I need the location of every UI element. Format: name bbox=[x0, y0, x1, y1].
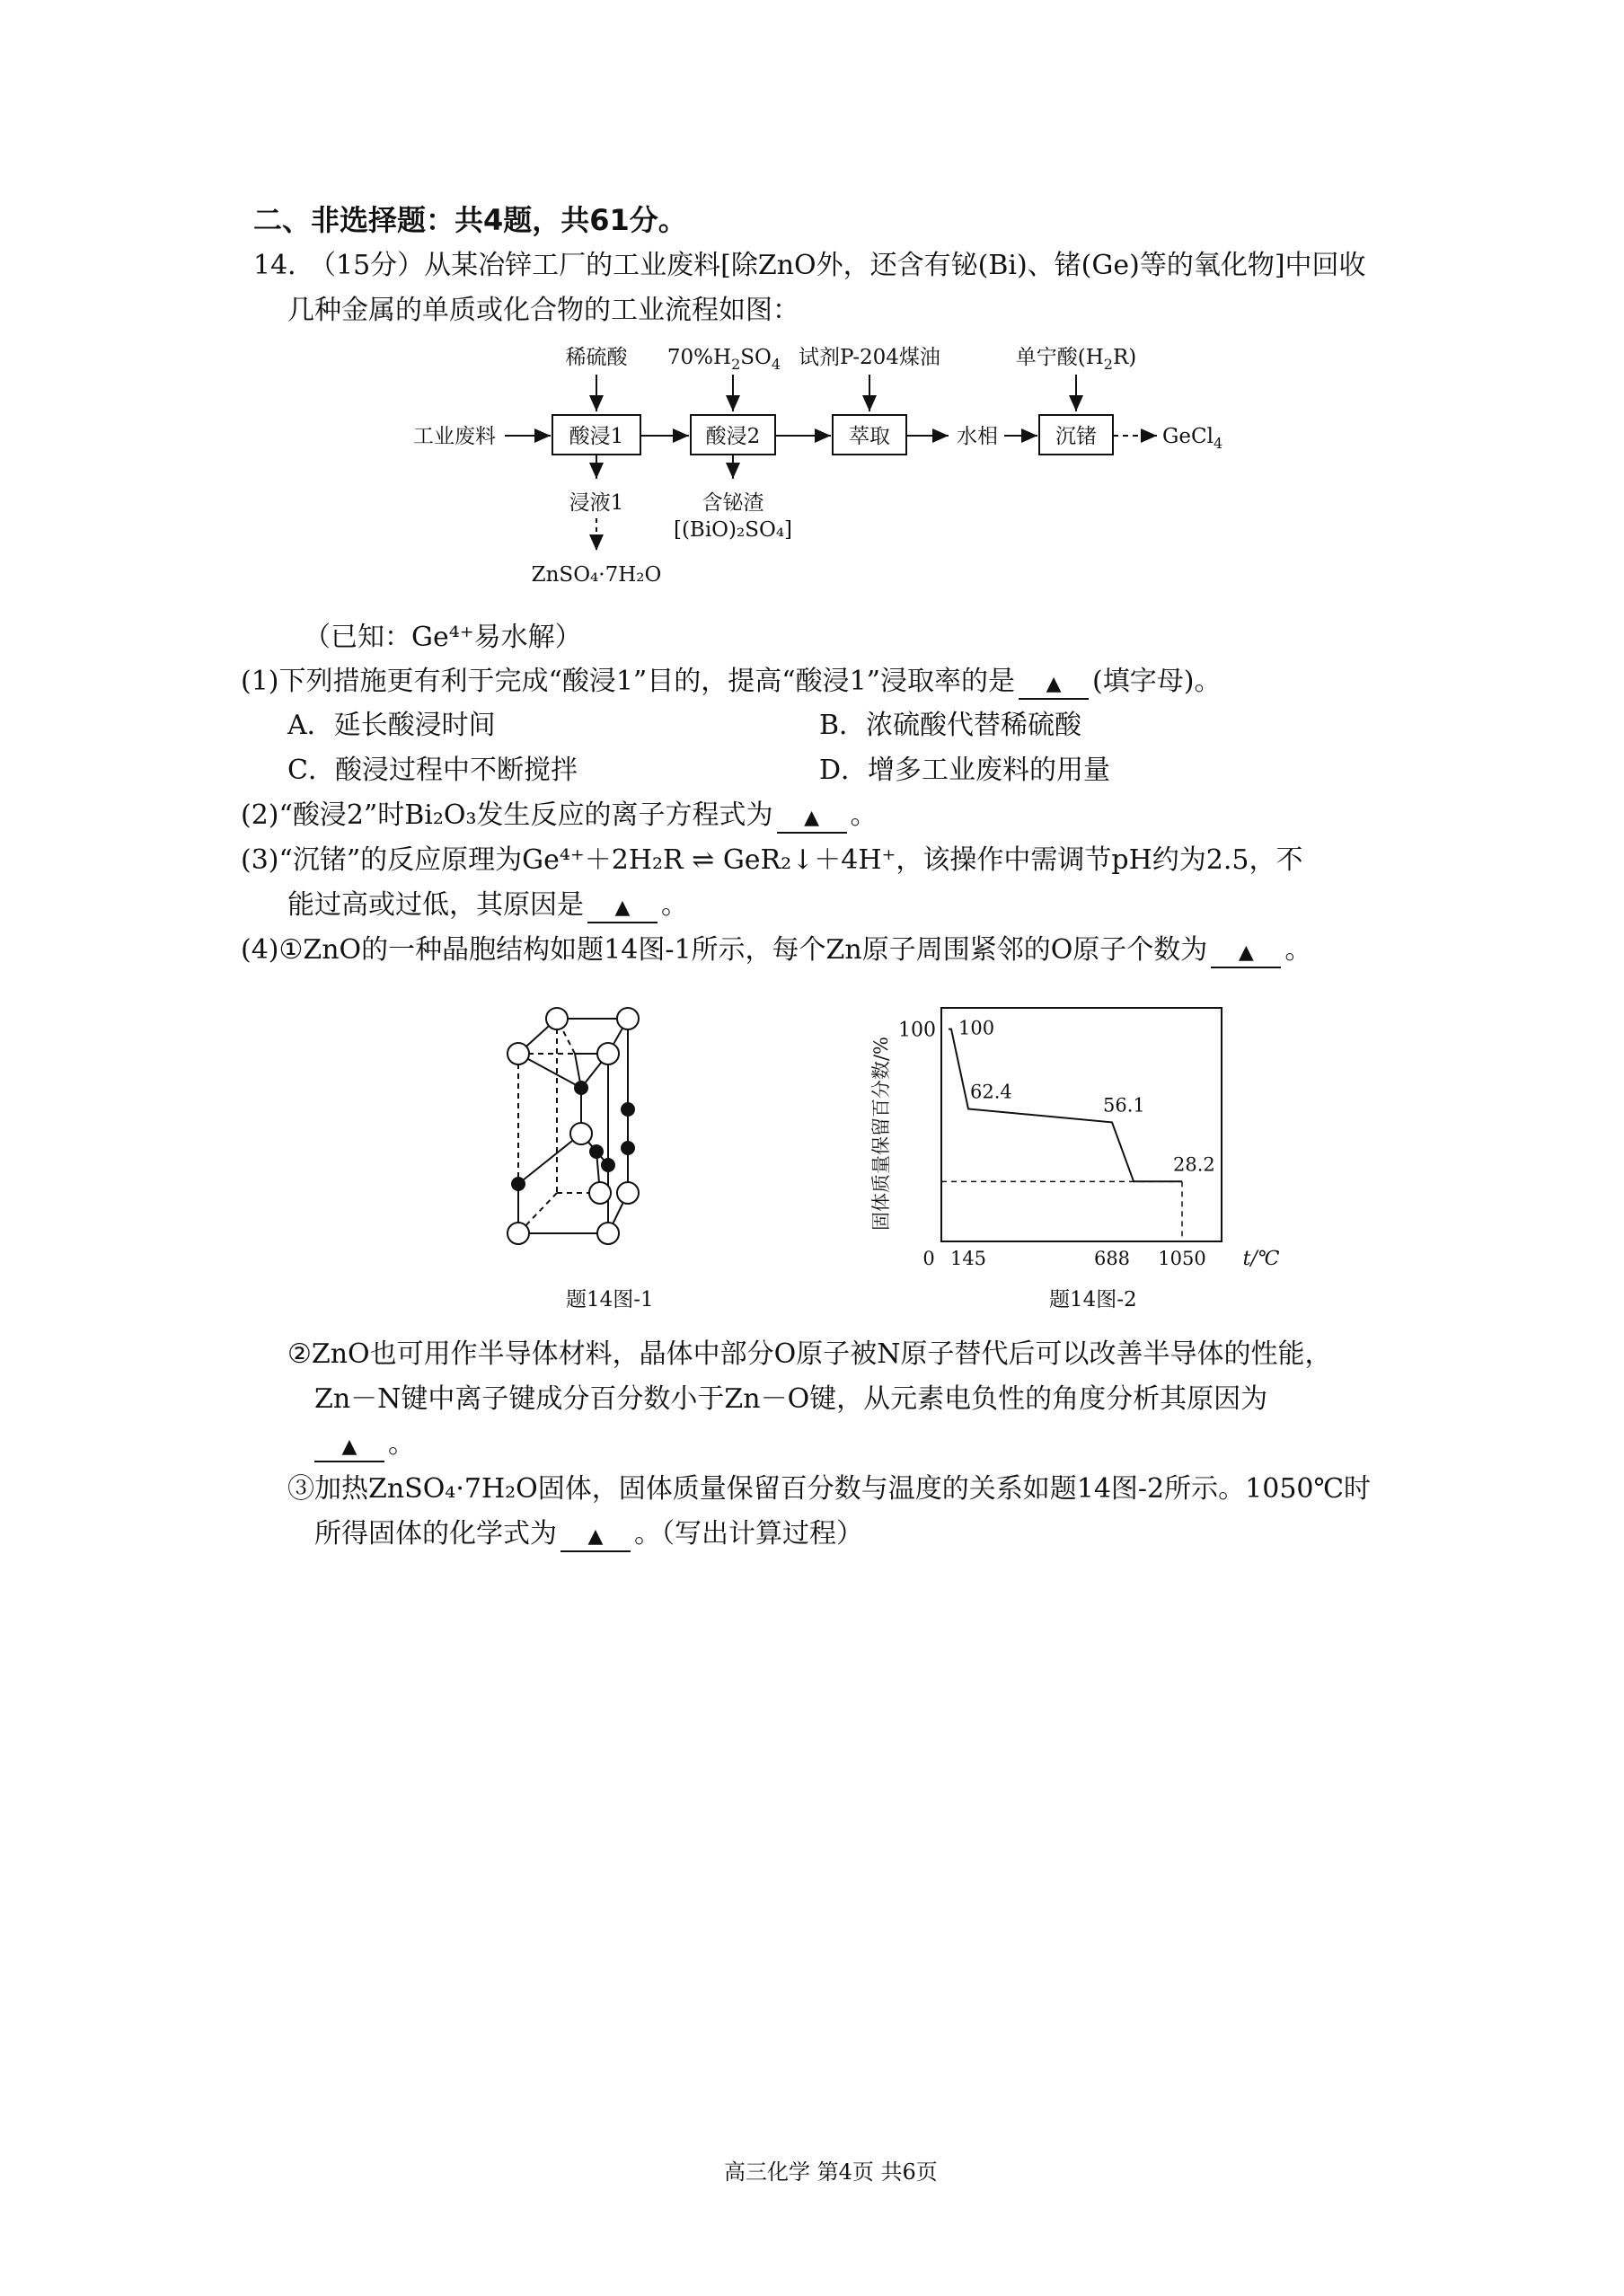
atom-white bbox=[597, 1043, 619, 1064]
question-intro-line2: 几种金属的单质或化合物的工业流程如图： bbox=[287, 295, 799, 326]
atom-white bbox=[508, 1223, 529, 1244]
atom-white bbox=[546, 1008, 568, 1029]
answer-blank-6[interactable]: ▲ bbox=[560, 1523, 631, 1552]
question-number: 14． bbox=[253, 250, 315, 281]
plot-frame bbox=[941, 1008, 1222, 1241]
atom-black bbox=[589, 1144, 604, 1159]
data-label: 56.1 bbox=[1103, 1094, 1145, 1117]
atom-white bbox=[617, 1182, 639, 1204]
option-b: B．浓硫酸代替稀硫酸 bbox=[819, 710, 1082, 741]
option-c: C．酸浸过程中不断搅拌 bbox=[287, 755, 578, 786]
answer-blank-1[interactable]: ▲ bbox=[1019, 671, 1089, 700]
leachate-1-label: 浸液1 bbox=[569, 491, 624, 515]
y-axis-label: 固体质量保留百分数/% bbox=[870, 1036, 892, 1232]
bismuth-residue-formula: [(BiO)₂SO₄] bbox=[673, 518, 793, 542]
page-footer: 高三化学 第4页 共6页 bbox=[724, 2159, 938, 2185]
subquestion-4-2-line1: ②ZnO也可用作半导体材料，晶体中部分O原子被N原子替代后可以改善半导体的性能， bbox=[287, 1338, 1332, 1370]
answer-blank-4[interactable]: ▲ bbox=[1211, 940, 1281, 968]
option-a: A．延长酸浸时间 bbox=[287, 710, 496, 741]
subquestion-1: (1)下列措施更有利于完成“酸浸1”目的，提高“酸浸1”浸取率的是 ▲ (填字母)。 bbox=[241, 662, 1221, 702]
atom-white bbox=[597, 1223, 619, 1244]
atom-black bbox=[621, 1102, 635, 1117]
atom-white bbox=[589, 1182, 611, 1204]
subquestion-4-3-line2: 所得固体的化学式为 ▲ 。（写出计算过程） bbox=[314, 1514, 863, 1554]
atom-white bbox=[508, 1043, 529, 1064]
question-intro-line1: （15分）从某冶锌工厂的工业废料[除ZnO外，还含有铋(Bi)、锗(Ge)等的氧化物]中回收 bbox=[309, 250, 1366, 281]
znso4-product-label: ZnSO₄·7H₂O bbox=[531, 563, 662, 587]
section-title: 二、非选择题：共4题，共61分。 bbox=[253, 203, 687, 237]
subquestion-4-2-line3: ▲ 。 bbox=[314, 1425, 415, 1464]
figure-1-caption: 题14图-1 bbox=[566, 1288, 654, 1311]
option-d: D．增多工业废料的用量 bbox=[819, 755, 1111, 786]
atom-black bbox=[574, 1081, 588, 1095]
known-note: （已知：Ge⁴⁺易水解） bbox=[304, 622, 582, 653]
bismuth-residue-label: 含铋渣 bbox=[702, 491, 764, 515]
atom-white bbox=[570, 1123, 592, 1144]
answer-blank-5[interactable]: ▲ bbox=[314, 1434, 384, 1462]
subquestion-3-line1: (3)“沉锗”的反应原理为Ge⁴⁺＋2H₂R ⇌ GeR₂↓＋4H⁺，该操作中需调节pH约为2.5，不 bbox=[241, 844, 1303, 876]
box-ge-precipitation-label: 沉锗 bbox=[1055, 425, 1097, 448]
data-label: 62.4 bbox=[970, 1081, 1012, 1103]
x-tick-label: 0 bbox=[922, 1248, 935, 1269]
subquestion-2: (2)“酸浸2”时Bi₂O₃发生反应的离子方程式为 ▲ 。 bbox=[241, 796, 878, 835]
answer-blank-2[interactable]: ▲ bbox=[777, 805, 847, 834]
reagent-p204: 试剂P-204煤油 bbox=[799, 346, 940, 369]
box-acid-leach-1-label: 酸浸1 bbox=[569, 425, 624, 448]
subquestion-4-3-line1: ③加热ZnSO₄·7H₂O固体，固体质量保留百分数与温度的关系如题14图-2所示。1050℃时 bbox=[287, 1473, 1372, 1505]
box-acid-leach-2-label: 酸浸2 bbox=[705, 425, 761, 448]
subquestion-4-2-line2: Zn－N键中离子键成分百分数小于Zn－O键，从元素电负性的角度分析其原因为 bbox=[314, 1383, 1268, 1415]
answer-blank-3[interactable]: ▲ bbox=[587, 895, 658, 923]
box-extraction-label: 萃取 bbox=[849, 425, 890, 448]
data-label: 100 bbox=[958, 1017, 995, 1039]
subquestion-4-1: (4)①ZnO的一种晶胞结构如题14图-1所示，每个Zn原子周围紧邻的O原子个数为 ▲ 。 bbox=[241, 931, 1311, 970]
x-tick-label: 1050 bbox=[1158, 1248, 1206, 1269]
atom-white bbox=[617, 1008, 639, 1029]
x-tick-label: 688 bbox=[1093, 1248, 1131, 1269]
crystal-cell-figure bbox=[485, 997, 755, 1276]
subquestion-3-line2: 能过高或过低，其原因是 ▲ 。 bbox=[287, 886, 688, 925]
atom-black bbox=[621, 1141, 635, 1155]
atom-black bbox=[601, 1158, 615, 1172]
series-line bbox=[949, 1029, 1182, 1182]
reagent-70-h2so4: $70\%H_2SO_4$ bbox=[666, 346, 781, 373]
x-axis-label: t/℃ bbox=[1242, 1248, 1280, 1270]
reagent-dilute-sulfuric: 稀硫酸 bbox=[565, 346, 628, 369]
figure-2-caption: 题14图-2 bbox=[1049, 1288, 1137, 1311]
reagent-tannic-acid: 单宁酸$(H_2R)$ bbox=[1015, 346, 1137, 373]
y-tick-label: 100 bbox=[898, 1019, 936, 1042]
x-tick-label: 145 bbox=[949, 1248, 987, 1269]
water-phase-label: 水相 bbox=[957, 425, 998, 448]
product-gecl4: GeCl$_4$ bbox=[1162, 425, 1223, 452]
feed-label: 工业废料 bbox=[413, 425, 496, 448]
data-label: 28.2 bbox=[1173, 1153, 1215, 1176]
process-flow-diagram bbox=[386, 337, 1249, 606]
atom-black bbox=[511, 1177, 525, 1191]
tg-chart bbox=[862, 988, 1280, 1276]
